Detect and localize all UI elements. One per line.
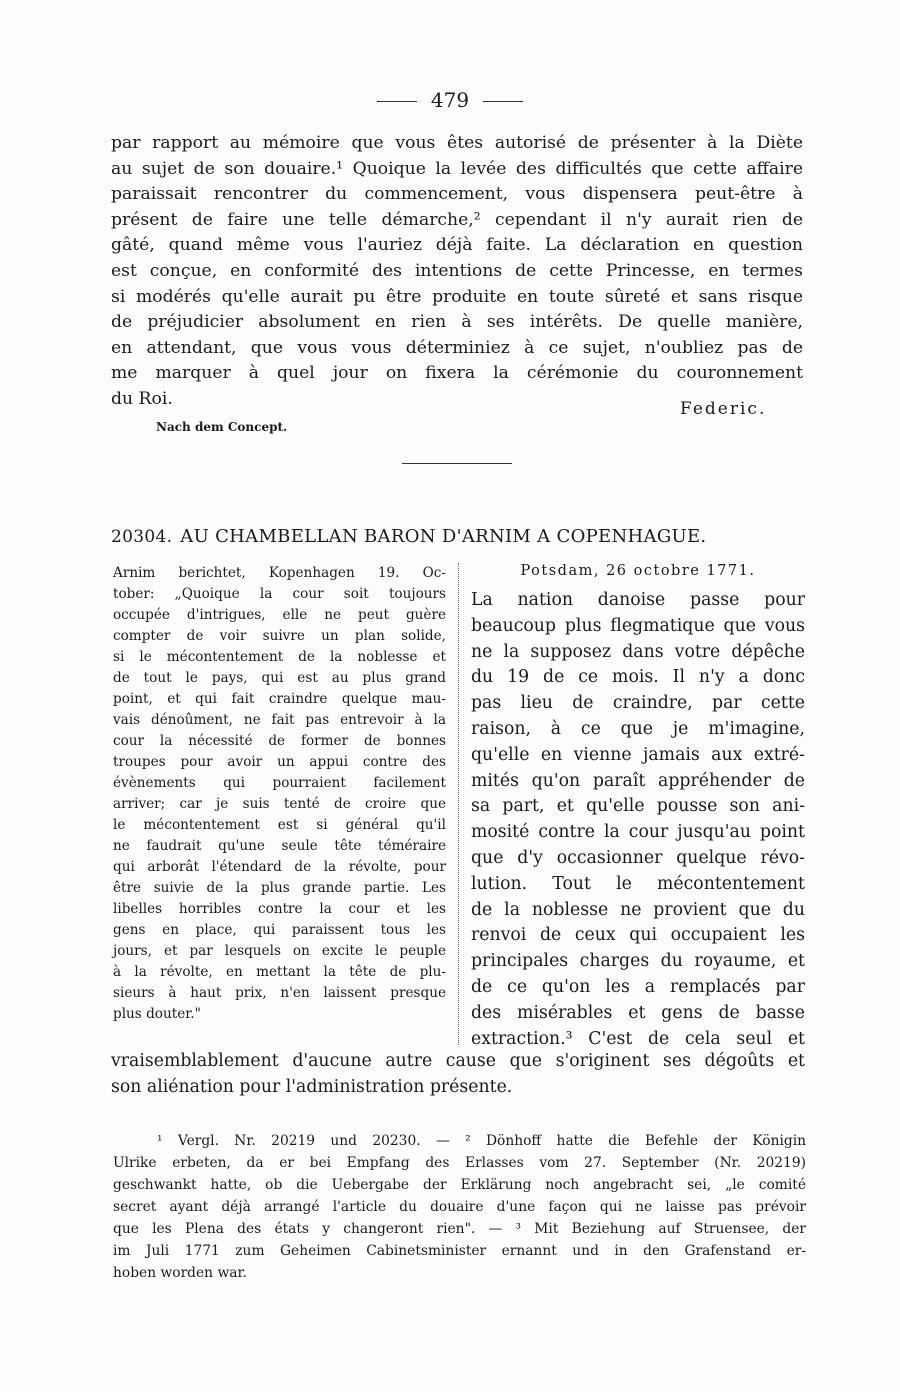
signature: Federic.	[680, 399, 767, 419]
source-note: Nach dem Concept.	[156, 420, 288, 434]
text-line: de préjudicier absolument en rien à ses intérêts. De quelle manière,	[111, 312, 803, 333]
summary-line: libelles horribles contre la cour et les	[113, 901, 446, 917]
dateline: Potsdam, 26 octobre 1771.	[520, 563, 756, 579]
summary-line: qui arborât l'étendard de la révolte, pour	[113, 859, 446, 875]
summary-line: être suivie de la plus grande partie. Les	[113, 880, 446, 896]
letter-title: AU CHAMBELLAN BARON D'ARNIM A COPENHAGUE.	[180, 526, 707, 547]
text-line: paraissait rencontrer du commencement, vous dispensera peut-être à	[111, 184, 803, 205]
summary-line: cour la nécessité de former de bonnes	[113, 733, 446, 749]
text-line: son aliénation pour l'administration présente.	[111, 1077, 513, 1097]
footnote-line: geschwankt hatte, ob die Uebergabe der Erklärung noch angebracht sei, „le comité	[113, 1177, 806, 1193]
footnote-line: ¹ Vergl. Nr. 20219 und 20230. — ² Dönhoff hatte die Befehle der Königin	[157, 1133, 806, 1149]
letter-line: qu'elle en vienne jamais aux extré-	[471, 744, 805, 765]
footnote-line: que les Plena des états y changeront rien". — ³ Mit Beziehung auf Struensee, der	[113, 1221, 806, 1237]
letter-line: du 19 de ce mois. Il n'y a donc	[471, 667, 805, 688]
summary-line: le mécontentement est si général qu'il	[113, 817, 446, 833]
footnote-line: Ulrike erbeten, da er bei Empfang des Erlasses vom 27. September (Nr. 20219)	[113, 1155, 806, 1171]
letter-line: beaucoup plus flegmatique que vous	[471, 615, 805, 636]
footnote-line: secret ayant déjà arrangé l'article du douaire d'une façon qui ne laisse pas prévoir	[113, 1199, 806, 1215]
letter-line: ne la supposez dans votre dépêche	[471, 641, 805, 662]
text-line: est conçue, en conformité des intentions de cette Princesse, en termes	[111, 260, 803, 281]
letter-line: de la noblesse ne provient que du	[471, 899, 805, 920]
letter-line: La nation danoise passe pour	[471, 590, 805, 610]
summary-line: sieurs à haut prix, n'en laissent presque	[113, 985, 446, 1001]
summary-line: troupes pour avoir un appui contre des	[113, 754, 446, 770]
page-number-text: 479	[430, 88, 470, 112]
summary-line: à la révolte, en mettant la tête de plu-	[113, 964, 446, 980]
letter-line: pas lieu de craindre, par cette	[471, 693, 805, 714]
text-line: par rapport au mémoire que vous êtes autorisé de présenter à la Diète	[111, 133, 803, 153]
letter-line: lution. Tout le mécontentement	[471, 873, 805, 894]
letter-line: des misérables et gens de basse	[471, 1002, 805, 1023]
letter-line: raison, à ce que je m'imagine,	[471, 718, 805, 739]
letter-body-column	[471, 588, 805, 1052]
summary-line: de tout le pays, qui est au plus grand	[113, 670, 446, 686]
text-line: me marquer à quel jour on fixera la cérémonie du couronnement	[111, 363, 803, 384]
page-number-left-dash	[377, 101, 417, 102]
closing-paragraph	[111, 1048, 805, 1100]
summary-line: tober: „Quoique la cour soit toujours	[113, 586, 446, 602]
summary-line: jours, et par lesquels on excite le peuple	[113, 943, 446, 959]
section-divider-rule	[402, 463, 512, 464]
summary-line: Arnim berichtet, Kopenhagen 19. Oc-	[113, 565, 446, 581]
opening-paragraph	[111, 131, 803, 413]
summary-line: évènements qui pourraient facilement	[113, 775, 446, 791]
text-line: vraisemblablement d'aucune autre cause que s'originent ses dégoûts et	[111, 1051, 805, 1071]
footnote-line: hoben worden war.	[113, 1265, 247, 1281]
letter-line: sa part, et qu'elle pousse son ani-	[471, 796, 805, 817]
summary-line: point, et qui fait craindre quelque mau-	[113, 691, 446, 707]
letter-line: principales charges du royaume, et	[471, 951, 805, 972]
letter-line: de ce qu'on les a remplacés par	[471, 976, 805, 997]
report-summary-column	[113, 563, 446, 1025]
letter-line: extraction.³ C'est de cela seul et	[471, 1028, 805, 1049]
text-line: du Roi.	[111, 388, 173, 409]
summary-line: ne faudrait qu'une seule tête téméraire	[113, 838, 446, 854]
footnote-line: im Juli 1771 zum Geheimen Cabinetsminister ernannt und in den Grafenstand er-	[113, 1243, 806, 1259]
text-line: au sujet de son douaire.¹ Quoique la levée des difficultés que cette affaire	[111, 158, 803, 179]
text-line: présent de faire une telle démarche,² cependant il n'y aurait rien de	[111, 209, 803, 230]
page-number-right-dash	[483, 101, 523, 102]
summary-line: plus douter."	[113, 1006, 201, 1022]
text-line: gâté, quand même vous l'auriez déjà faite. La déclaration en question	[111, 235, 803, 256]
summary-line: si le mécontentement de la noblesse et	[113, 649, 446, 665]
page-number	[0, 88, 900, 112]
summary-line: compter de voir suivre un plan solide,	[113, 628, 446, 644]
summary-line: arriver; car je suis tenté de croire que	[113, 796, 446, 812]
letter-line: mités qu'on paraît appréhender de	[471, 770, 805, 791]
footnotes	[113, 1130, 806, 1284]
summary-line: occupée d'intrigues, elle ne peut guère	[113, 607, 446, 623]
text-line: si modérés qu'elle aurait pu être produite en toute sûreté et sans risque	[111, 286, 803, 307]
letter-number: 20304.	[111, 527, 173, 547]
summary-line: gens en place, qui paraissent tous les	[113, 922, 446, 938]
letter-heading	[111, 526, 803, 547]
column-divider	[458, 563, 459, 1045]
letter-line: mosité contre la cour jusqu'au point	[471, 822, 805, 843]
text-line: en attendant, que vous vous déterminiez à ce sujet, n'oubliez pas de	[111, 337, 803, 358]
summary-line: vais dénoûment, ne fait pas entrevoir à la	[113, 712, 446, 728]
letter-line: renvoi de ceux qui occupaient les	[471, 925, 805, 946]
letter-line: que d'y occasionner quelque révo-	[471, 847, 805, 868]
